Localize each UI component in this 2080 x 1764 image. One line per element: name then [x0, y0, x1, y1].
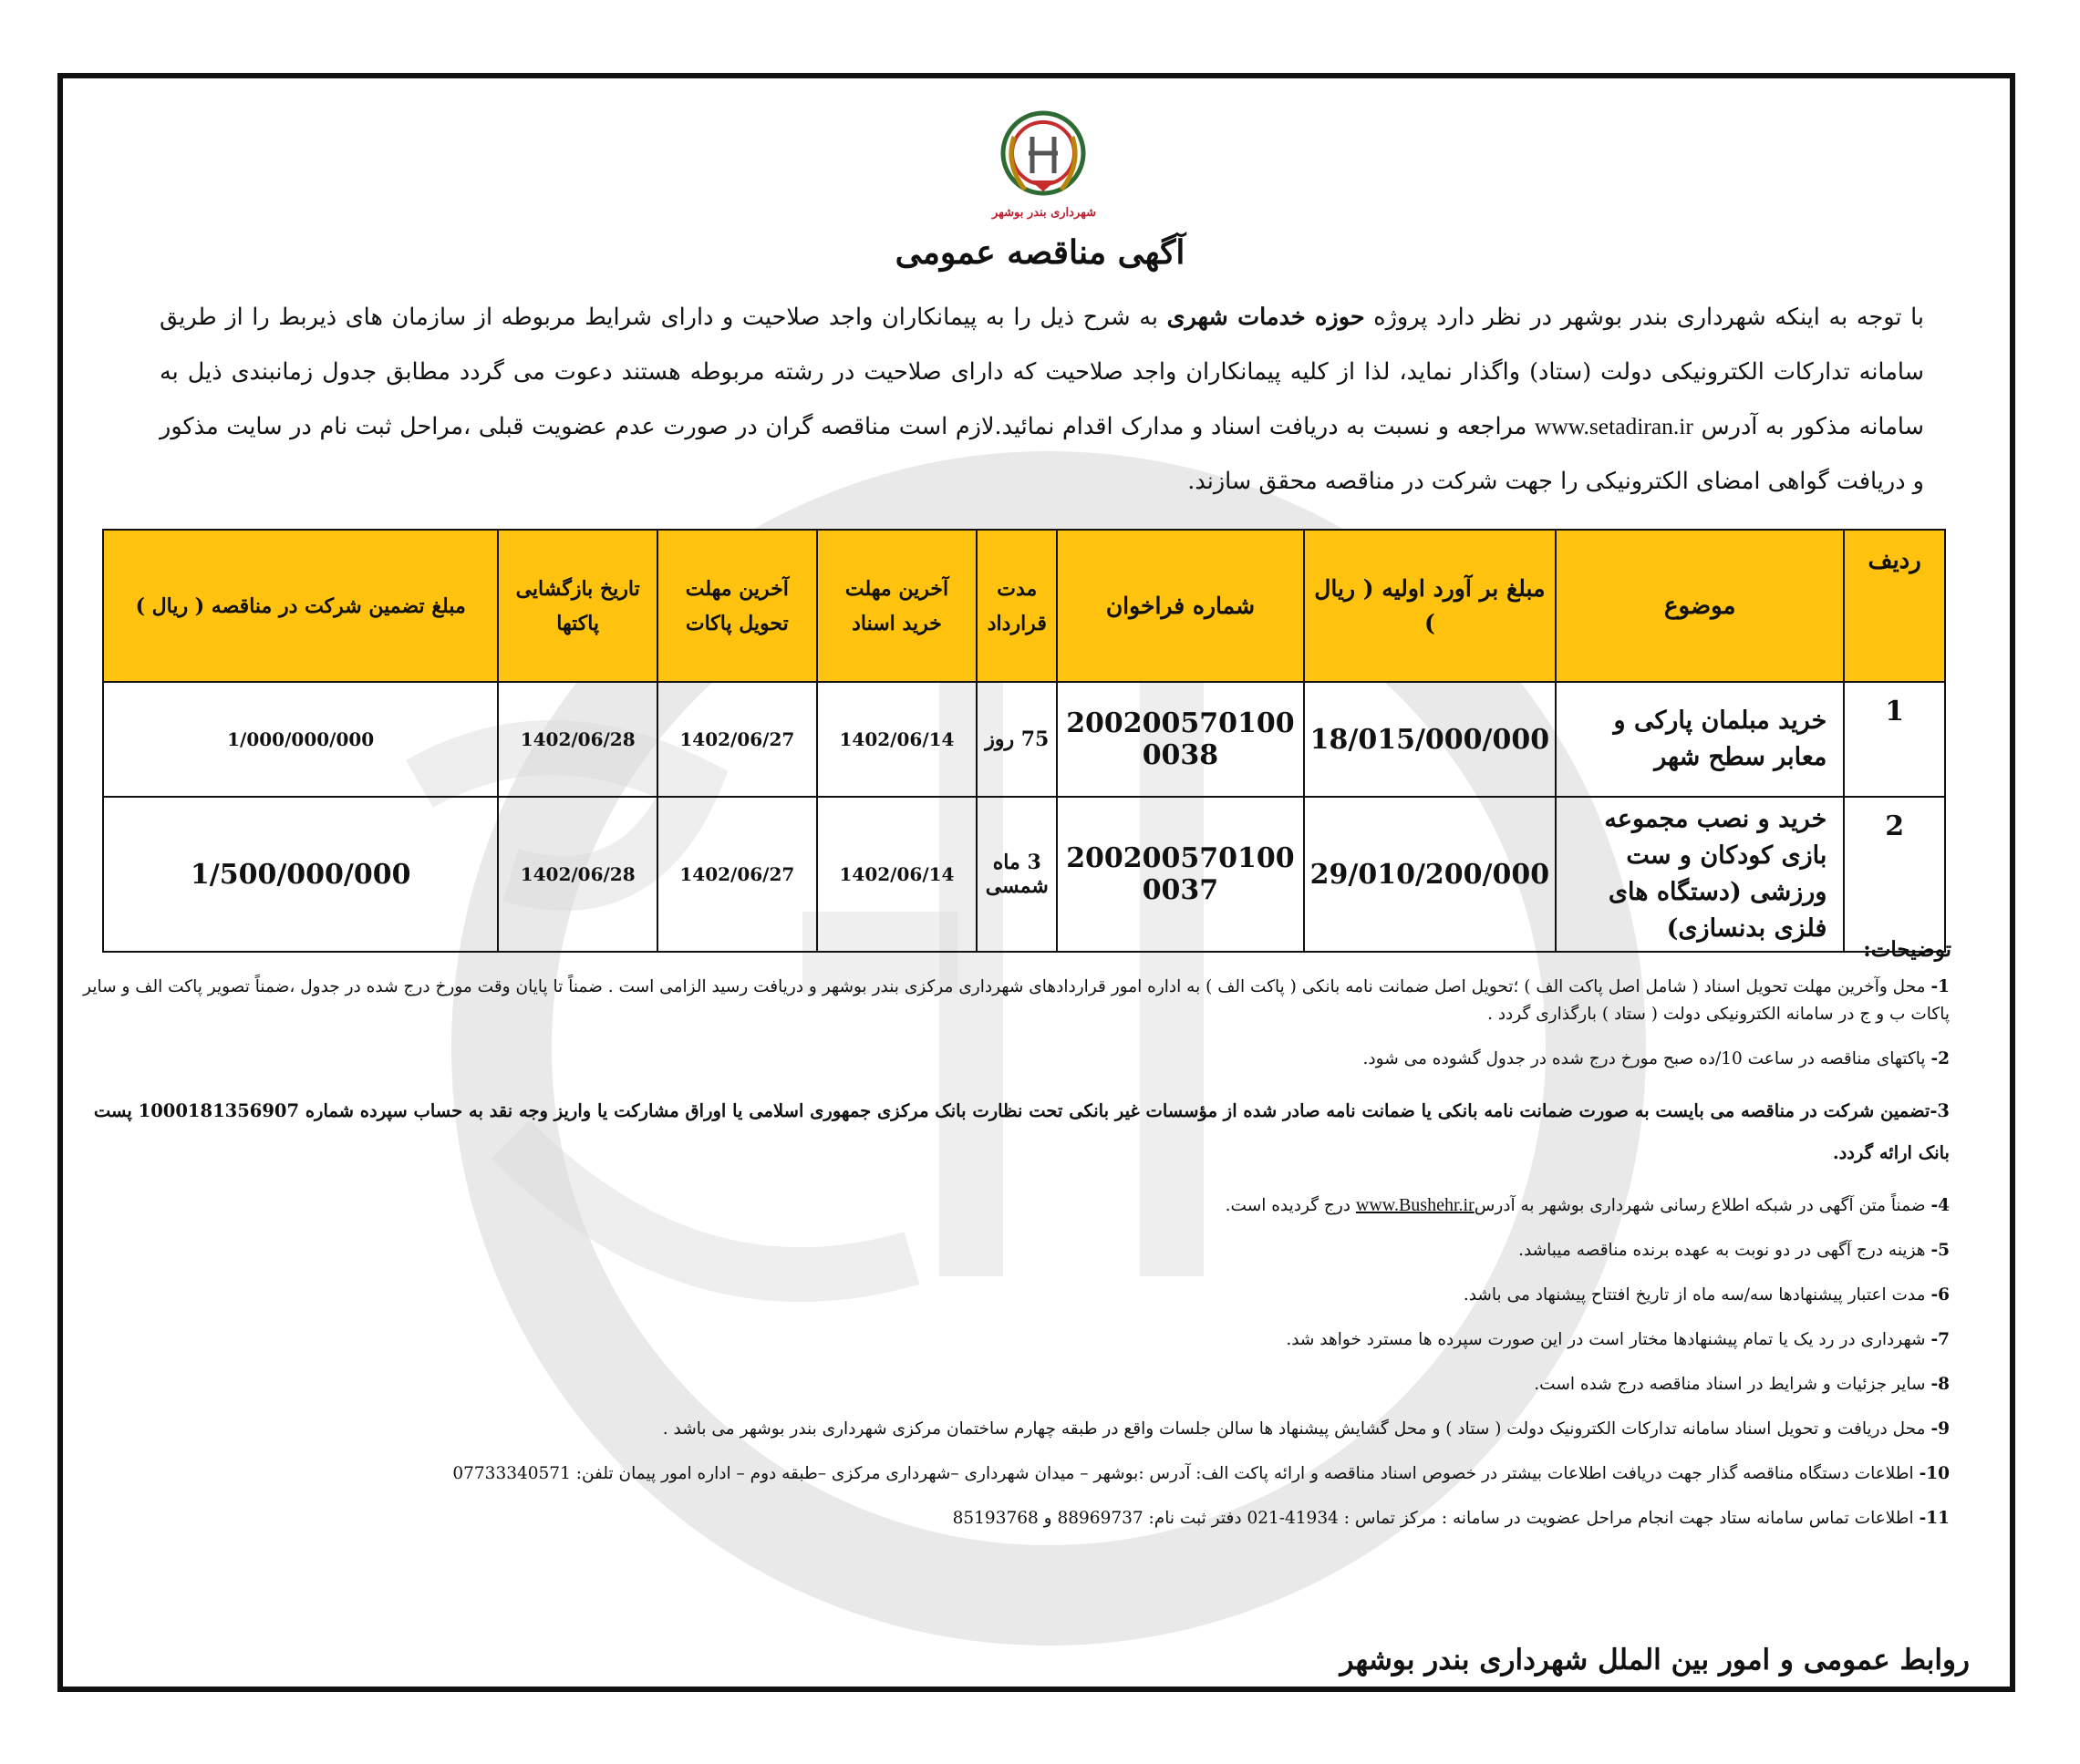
- row-number: 1: [1844, 682, 1945, 797]
- logo-caption: شهرداری بندر بوشهر: [992, 206, 1096, 220]
- note-item: [64, 1326, 1950, 1354]
- row-guarantee: 1/500/000/000: [103, 797, 498, 952]
- header-subject: موضوع: [1556, 530, 1844, 682]
- note-item: [64, 1090, 1950, 1174]
- header-guarantee: مبلغ تضمین شرکت در مناقصه ( ریال ): [103, 530, 498, 682]
- note-number: 3-: [1930, 1100, 1950, 1121]
- note-item: [64, 1191, 1950, 1220]
- note-text: تضمین شرکت در مناقصه می بایست به صورت ضمانت نامه بانکی یا ضمانت نامه صادر شده از مؤسسات غیر بانکی تحت نظارت بانک مرکزی جمهوری اسلامی یا اوراق مشارکت یا واریز وجه نقد به حساب سپرده شماره 1000181356907 پست بانک ارائه گردد.: [93, 1100, 1950, 1163]
- note-text: پاکتهای مناقصه در ساعت 10/ده صبح مورخ درج شده در جدول گشوده می شود.: [1362, 1049, 1926, 1068]
- row-call-number: 2002005701000037: [1057, 797, 1303, 952]
- note-item: [64, 1046, 1950, 1073]
- note-item: [64, 1505, 1950, 1532]
- row-subject: خرید و نصب مجموعه بازی کودکان و ست ورزشی (دستگاه های فلزی بدنسازی): [1556, 797, 1844, 952]
- note-text: اطلاعات دستگاه مناقصه گذار جهت دریافت اطلاعات بیشتر در خصوص اسناد مناقصه و ارائه پاکت الف: آدرس :بوشهر – میدان شهرداری –شهرداری مرکزی –طبقه دوم – اداره امور پیمان تلفن: 07733340571: [452, 1464, 1914, 1483]
- notes-list: [64, 974, 1950, 1550]
- note-number: 6-: [1930, 1285, 1950, 1305]
- note-text: سایر جزئیات و شرایط در اسناد مناقصه درج شده است.: [1534, 1375, 1926, 1394]
- row-doc-deadline: 1402/06/14: [817, 682, 978, 797]
- note-text: مدت اعتبار پیشنهادها سه/سه ماه از تاریخ افتتاح پیشنهاد می باشد.: [1463, 1285, 1926, 1305]
- note-text: درج گردیده است.: [1225, 1196, 1351, 1215]
- intro-paragraph: [160, 290, 1924, 509]
- header-package-deadline: آخرین مهلت تحویل پاکات: [657, 530, 817, 682]
- note-number: 11-: [1919, 1509, 1950, 1528]
- note-item: [64, 1371, 1950, 1398]
- note-number: 10-: [1919, 1464, 1950, 1483]
- row-call-number: 2002005701000038: [1057, 682, 1303, 797]
- tender-table: [102, 529, 1946, 953]
- footer-signature: روابط عمومی و امور بین الملل شهرداری بندر بوشهر: [1340, 1644, 1970, 1676]
- note-text: شهرداری در رد یک یا تمام پیشنهادها مختار است در این صورت سپرده ها مسترد خواهد شد.: [1286, 1330, 1926, 1349]
- note-number: 4-: [1930, 1196, 1950, 1215]
- row-opening-date: 1402/06/28: [498, 682, 657, 797]
- note-item: [64, 1460, 1950, 1488]
- row-estimate: 18/015/000/000: [1304, 682, 1557, 797]
- row-opening-date: 1402/06/28: [498, 797, 657, 952]
- table-header-row: [103, 530, 1945, 682]
- row-package-deadline: 1402/06/27: [657, 682, 817, 797]
- header-duration: مدت قرارداد: [977, 530, 1057, 682]
- intro-part2: به شرح ذیل را به پیمانکاران واجد صلاحیت و دارای شرایط مربوطه از سازمان های ذیربط را از طریق سامانه تدارکات الکترونیکی دولت (ستاد) واگذار نماید، لذا از کلیه پیمانکاران واجد صلاحیت که دارای صلاحیت در رشته مربوطه هستند دعوت می گردد مطابق جدول زمانبندی ذیل به سامانه مذکور به آدرس: [160, 304, 1924, 440]
- intro-part3: مراجعه و نسبت به دریافت اسناد و مدارک اقدام نمائید.لازم است مناقصه گران در صورت عدم عضویت قبلی ،مراحل ثبت نام در سایت مذکور و دریافت گواهی امضای الکترونیکی را جهت شرکت در مناقصه محقق سازند.: [160, 413, 1924, 495]
- row-duration: 75 روز: [977, 682, 1057, 797]
- note-number: 8-: [1930, 1375, 1950, 1394]
- header-row-number: ردیف: [1844, 530, 1945, 682]
- header-call-number: شماره فراخوان: [1057, 530, 1303, 682]
- setad-link[interactable]: www.setadiran.ir: [1534, 413, 1693, 439]
- note-text: ضمناً متن آگهی در شبکه اطلاع رسانی شهرداری بوشهر به آدرس: [1474, 1196, 1926, 1215]
- note-item: [64, 1416, 1950, 1443]
- note-number: 7-: [1930, 1330, 1950, 1349]
- note-text: محل دریافت و تحویل اسناد سامانه تدارکات الکترونیک دولت ( ستاد ) و محل گشایش پیشنهاد ها سالن جلسات واقع در طبقه چهارم ساختمان مرکزی شهرداری بندر بوشهر می باشد .: [662, 1419, 1926, 1439]
- page-title: آگهی مناقصه عمومی: [895, 233, 1185, 272]
- note-number: 1-: [1930, 977, 1950, 996]
- row-guarantee: 1/000/000/000: [103, 682, 498, 797]
- note-text: اطلاعات تماس سامانه ستاد جهت انجام مراحل عضویت در سامانه : مرکز تماس : 41934-021 دفتر ثبت نام: 88969737 و 85193768: [952, 1509, 1914, 1528]
- header-doc-deadline: آخرین مهلت خرید اسناد: [817, 530, 978, 682]
- header-opening-date: تاریخ بازگشایی پاکتها: [498, 530, 657, 682]
- bushehr-link[interactable]: www.Bushehr.ir: [1355, 1195, 1475, 1215]
- note-text: هزینه درج آگهی در دو نوبت به عهده برنده مناقصه میباشد.: [1518, 1241, 1926, 1260]
- table-row: [103, 682, 1945, 797]
- row-package-deadline: 1402/06/27: [657, 797, 817, 952]
- note-item: [64, 1237, 1950, 1264]
- table-row: [103, 797, 1945, 952]
- note-text: محل وآخرین مهلت تحویل اسناد ( شامل اصل پاکت الف ) ؛تحویل اصل ضمانت نامه بانکی ( پاکت الف ) به اداره امور قراردادهای شهرداری مرکزی بندر بوشهر و دریافت رسید الزامی است . ضمناً تا پایان وقت مورخ درج شده در جدول ،ضمناً تصویر پاکت الف و سایر پاکات ب و ج در سامانه الکترونیکی دولت ( ستاد ) بارگذاری گردد .: [83, 977, 1950, 1024]
- row-subject: خرید مبلمان پارکی و معابر سطح شهر: [1556, 682, 1844, 797]
- notes-heading: توضیحات:: [1863, 937, 1951, 962]
- intro-project-name: حوزه خدمات شهری: [1166, 304, 1365, 331]
- note-item: [64, 1282, 1950, 1309]
- note-number: 5-: [1930, 1241, 1950, 1260]
- row-number: 2: [1844, 797, 1945, 952]
- header-estimate: مبلغ بر آورد اولیه ( ریال ): [1304, 530, 1557, 682]
- intro-part1: با توجه به اینکه شهرداری بندر بوشهر در نظر دارد پروژه: [1373, 304, 1924, 331]
- row-estimate: 29/010/200/000: [1304, 797, 1557, 952]
- note-item: [64, 974, 1950, 1028]
- note-number: 9-: [1930, 1419, 1950, 1439]
- row-doc-deadline: 1402/06/14: [817, 797, 978, 952]
- note-number: 2-: [1930, 1049, 1950, 1068]
- row-duration: 3 ماه شمسی: [977, 797, 1057, 952]
